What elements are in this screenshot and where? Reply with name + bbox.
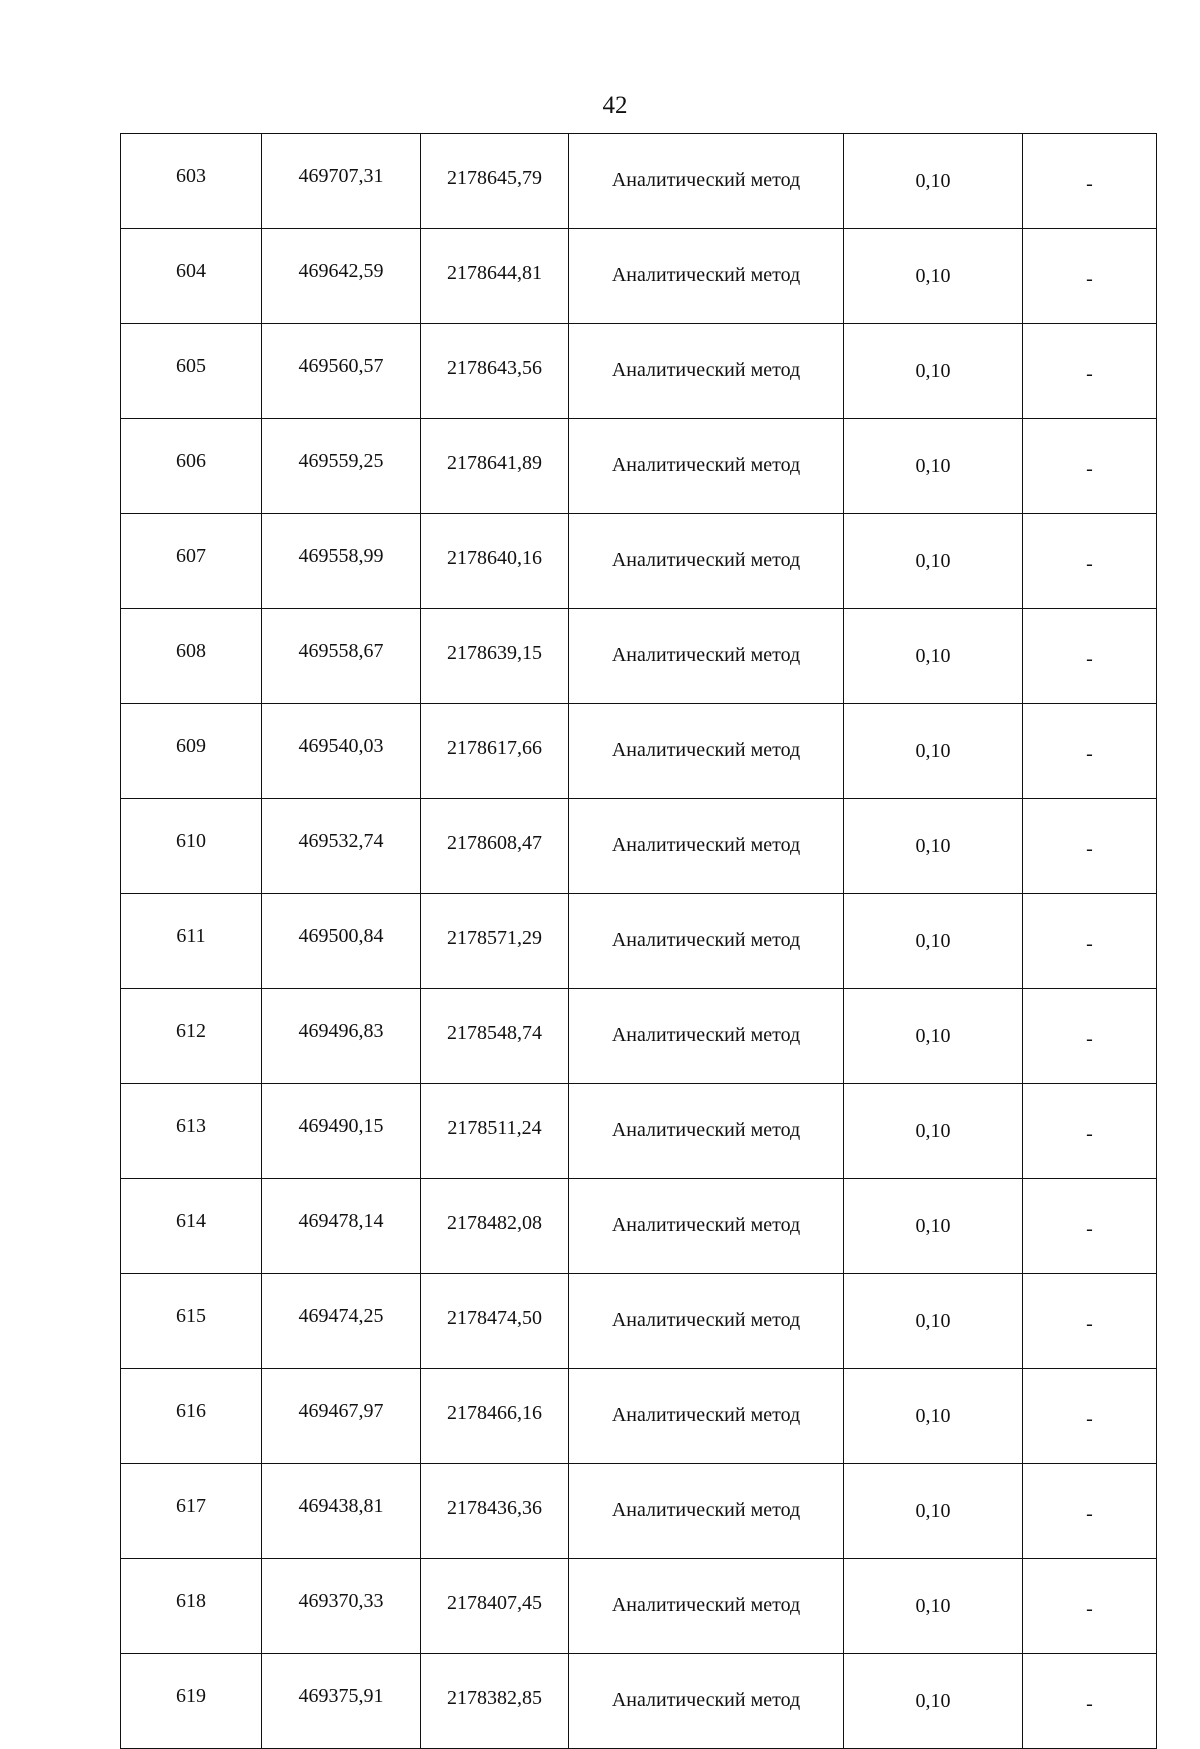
method-cell: Аналитический метод	[569, 609, 844, 704]
note-cell: -	[1023, 229, 1157, 324]
y-coordinate-cell: 2178466,16	[421, 1369, 569, 1464]
table-row	[121, 324, 1157, 419]
point-number-cell: 606	[121, 419, 262, 514]
method-cell: Аналитический метод	[569, 134, 844, 229]
accuracy-cell: 0,10	[844, 419, 1023, 514]
point-number-cell: 611	[121, 894, 262, 989]
x-coordinate-cell: 469370,33	[262, 1559, 421, 1654]
coordinates-table	[120, 133, 1157, 1749]
note-cell: -	[1023, 1274, 1157, 1369]
x-coordinate-cell: 469560,57	[262, 324, 421, 419]
method-cell: Аналитический метод	[569, 419, 844, 514]
table-row	[121, 1179, 1157, 1274]
x-coordinate-cell: 469500,84	[262, 894, 421, 989]
accuracy-cell: 0,10	[844, 1654, 1023, 1749]
point-number-cell: 613	[121, 1084, 262, 1179]
method-cell: Аналитический метод	[569, 1559, 844, 1654]
y-coordinate-cell: 2178641,89	[421, 419, 569, 514]
x-coordinate-cell: 469559,25	[262, 419, 421, 514]
method-cell: Аналитический метод	[569, 229, 844, 324]
point-number-cell: 614	[121, 1179, 262, 1274]
method-cell: Аналитический метод	[569, 799, 844, 894]
point-number-cell: 610	[121, 799, 262, 894]
method-cell: Аналитический метод	[569, 514, 844, 609]
note-cell: -	[1023, 1654, 1157, 1749]
y-coordinate-cell: 2178608,47	[421, 799, 569, 894]
y-coordinate-cell: 2178511,24	[421, 1084, 569, 1179]
accuracy-cell: 0,10	[844, 1464, 1023, 1559]
y-coordinate-cell: 2178639,15	[421, 609, 569, 704]
note-cell: -	[1023, 799, 1157, 894]
accuracy-cell: 0,10	[844, 514, 1023, 609]
x-coordinate-cell: 469467,97	[262, 1369, 421, 1464]
note-cell: -	[1023, 704, 1157, 799]
x-coordinate-cell: 469540,03	[262, 704, 421, 799]
note-cell: -	[1023, 419, 1157, 514]
x-coordinate-cell: 469375,91	[262, 1654, 421, 1749]
point-number-cell: 609	[121, 704, 262, 799]
y-coordinate-cell: 2178643,56	[421, 324, 569, 419]
point-number-cell: 604	[121, 229, 262, 324]
table-row	[121, 229, 1157, 324]
y-coordinate-cell: 2178617,66	[421, 704, 569, 799]
x-coordinate-cell: 469707,31	[262, 134, 421, 229]
x-coordinate-cell: 469642,59	[262, 229, 421, 324]
table-row	[121, 1464, 1157, 1559]
accuracy-cell: 0,10	[844, 1179, 1023, 1274]
table-row	[121, 989, 1157, 1084]
method-cell: Аналитический метод	[569, 894, 844, 989]
method-cell: Аналитический метод	[569, 1084, 844, 1179]
note-cell: -	[1023, 1369, 1157, 1464]
note-cell: -	[1023, 1559, 1157, 1654]
point-number-cell: 612	[121, 989, 262, 1084]
accuracy-cell: 0,10	[844, 1084, 1023, 1179]
point-number-cell: 618	[121, 1559, 262, 1654]
method-cell: Аналитический метод	[569, 1654, 844, 1749]
x-coordinate-cell: 469532,74	[262, 799, 421, 894]
x-coordinate-cell: 469490,15	[262, 1084, 421, 1179]
note-cell: -	[1023, 1084, 1157, 1179]
y-coordinate-cell: 2178571,29	[421, 894, 569, 989]
y-coordinate-cell: 2178474,50	[421, 1274, 569, 1369]
accuracy-cell: 0,10	[844, 324, 1023, 419]
accuracy-cell: 0,10	[844, 704, 1023, 799]
table-row	[121, 704, 1157, 799]
point-number-cell: 603	[121, 134, 262, 229]
point-number-cell: 616	[121, 1369, 262, 1464]
y-coordinate-cell: 2178644,81	[421, 229, 569, 324]
table-row	[121, 1654, 1157, 1749]
note-cell: -	[1023, 894, 1157, 989]
method-cell: Аналитический метод	[569, 1179, 844, 1274]
accuracy-cell: 0,10	[844, 1274, 1023, 1369]
accuracy-cell: 0,10	[844, 1369, 1023, 1464]
y-coordinate-cell: 2178645,79	[421, 134, 569, 229]
table-row	[121, 1369, 1157, 1464]
y-coordinate-cell: 2178436,36	[421, 1464, 569, 1559]
accuracy-cell: 0,10	[844, 799, 1023, 894]
accuracy-cell: 0,10	[844, 894, 1023, 989]
table-row	[121, 514, 1157, 609]
table-row	[121, 134, 1157, 229]
point-number-cell: 615	[121, 1274, 262, 1369]
accuracy-cell: 0,10	[844, 609, 1023, 704]
point-number-cell: 605	[121, 324, 262, 419]
table-row	[121, 609, 1157, 704]
method-cell: Аналитический метод	[569, 1274, 844, 1369]
point-number-cell: 619	[121, 1654, 262, 1749]
x-coordinate-cell: 469478,14	[262, 1179, 421, 1274]
y-coordinate-cell: 2178640,16	[421, 514, 569, 609]
method-cell: Аналитический метод	[569, 1464, 844, 1559]
note-cell: -	[1023, 134, 1157, 229]
point-number-cell: 617	[121, 1464, 262, 1559]
accuracy-cell: 0,10	[844, 1559, 1023, 1654]
y-coordinate-cell: 2178382,85	[421, 1654, 569, 1749]
page-number: 42	[602, 92, 628, 119]
note-cell: -	[1023, 1464, 1157, 1559]
coordinates-table-body	[121, 134, 1157, 1749]
accuracy-cell: 0,10	[844, 134, 1023, 229]
table-row	[121, 1274, 1157, 1369]
note-cell: -	[1023, 324, 1157, 419]
x-coordinate-cell: 469558,67	[262, 609, 421, 704]
note-cell: -	[1023, 1179, 1157, 1274]
point-number-cell: 608	[121, 609, 262, 704]
x-coordinate-cell: 469438,81	[262, 1464, 421, 1559]
method-cell: Аналитический метод	[569, 704, 844, 799]
note-cell: -	[1023, 609, 1157, 704]
accuracy-cell: 0,10	[844, 989, 1023, 1084]
y-coordinate-cell: 2178548,74	[421, 989, 569, 1084]
x-coordinate-cell: 469558,99	[262, 514, 421, 609]
accuracy-cell: 0,10	[844, 229, 1023, 324]
method-cell: Аналитический метод	[569, 989, 844, 1084]
point-number-cell: 607	[121, 514, 262, 609]
x-coordinate-cell: 469474,25	[262, 1274, 421, 1369]
note-cell: -	[1023, 514, 1157, 609]
note-cell: -	[1023, 989, 1157, 1084]
table-row	[121, 1559, 1157, 1654]
table-row	[121, 1084, 1157, 1179]
table-row	[121, 419, 1157, 514]
method-cell: Аналитический метод	[569, 1369, 844, 1464]
x-coordinate-cell: 469496,83	[262, 989, 421, 1084]
method-cell: Аналитический метод	[569, 324, 844, 419]
table-row	[121, 894, 1157, 989]
y-coordinate-cell: 2178482,08	[421, 1179, 569, 1274]
y-coordinate-cell: 2178407,45	[421, 1559, 569, 1654]
table-row	[121, 799, 1157, 894]
